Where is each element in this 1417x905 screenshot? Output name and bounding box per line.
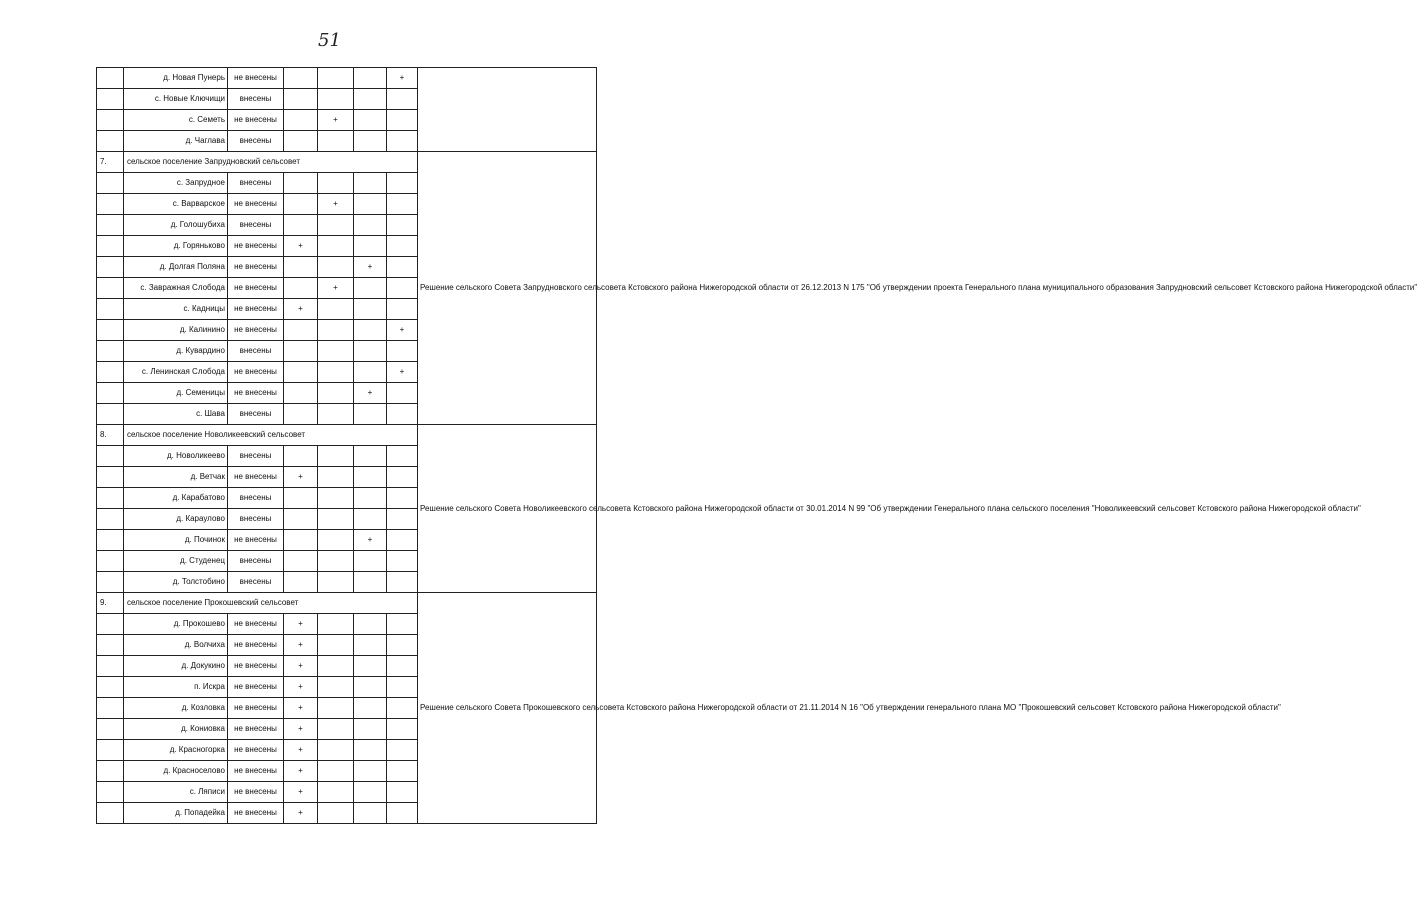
mark-cell: [354, 404, 387, 425]
row-number-cell: [97, 215, 124, 236]
row-number-cell: [97, 719, 124, 740]
mark-cell: [318, 803, 354, 824]
row-number-cell: [97, 698, 124, 719]
status-cell: внесены: [228, 215, 284, 236]
mark-cell: +: [284, 677, 318, 698]
mark-cell: [284, 446, 318, 467]
status-cell: внесены: [228, 404, 284, 425]
mark-cell: [284, 68, 318, 89]
mark-cell: [284, 215, 318, 236]
status-cell: не внесены: [228, 68, 284, 89]
settlement-name: д. Прокошево: [124, 614, 228, 635]
mark-cell: [387, 551, 418, 572]
status-cell: не внесены: [228, 110, 284, 131]
mark-cell: [354, 740, 387, 761]
section-header-row: [97, 593, 597, 614]
mark-cell: [354, 173, 387, 194]
settlement-name: с. Запрудное: [124, 173, 228, 194]
mark-cell: [318, 488, 354, 509]
mark-cell: +: [387, 320, 418, 341]
mark-cell: [354, 194, 387, 215]
mark-cell: [354, 488, 387, 509]
mark-cell: [387, 656, 418, 677]
status-cell: внесены: [228, 446, 284, 467]
mark-cell: [354, 131, 387, 152]
document-cell: Решение сельского Совета Новоликеевского сельсовета Кстовского района Нижегородской области от 30.01.2014 N 99 "Об утверждении Генерального плана сельского поселения "Новоликеевский сельсовет Кстовского района Нижегородской области": [418, 425, 597, 593]
mark-cell: [318, 446, 354, 467]
mark-cell: [318, 320, 354, 341]
mark-cell: [354, 719, 387, 740]
section-number: 9.: [97, 593, 124, 614]
mark-cell: [318, 467, 354, 488]
mark-cell: [387, 173, 418, 194]
mark-cell: +: [318, 194, 354, 215]
settlement-name: д. Ветчак: [124, 467, 228, 488]
mark-cell: [318, 131, 354, 152]
mark-cell: [387, 446, 418, 467]
mark-cell: [284, 173, 318, 194]
mark-cell: [387, 131, 418, 152]
mark-cell: [387, 677, 418, 698]
settlement-name: д. Карабатово: [124, 488, 228, 509]
settlement-name: д. Красноселово: [124, 761, 228, 782]
mark-cell: +: [318, 110, 354, 131]
settlement-name: п. Искра: [124, 677, 228, 698]
row-number-cell: [97, 173, 124, 194]
status-cell: не внесены: [228, 236, 284, 257]
mark-cell: [318, 173, 354, 194]
mark-cell: +: [387, 68, 418, 89]
mark-cell: [354, 110, 387, 131]
mark-cell: [354, 698, 387, 719]
mark-cell: [387, 236, 418, 257]
mark-cell: [387, 509, 418, 530]
mark-cell: [354, 215, 387, 236]
settlement-name: д. Караулово: [124, 509, 228, 530]
row-number-cell: [97, 341, 124, 362]
settlement-name: д. Голошубиха: [124, 215, 228, 236]
mark-cell: [387, 299, 418, 320]
mark-cell: [318, 299, 354, 320]
row-number-cell: [97, 446, 124, 467]
document-cell: [418, 68, 597, 152]
mark-cell: [318, 740, 354, 761]
mark-cell: [318, 677, 354, 698]
mark-cell: [387, 782, 418, 803]
table-body: [97, 68, 1417, 824]
status-cell: не внесены: [228, 761, 284, 782]
mark-cell: [387, 698, 418, 719]
mark-cell: [284, 551, 318, 572]
mark-cell: [354, 320, 387, 341]
mark-cell: [318, 68, 354, 89]
row-number-cell: [97, 572, 124, 593]
section-header-row: [97, 425, 597, 446]
mark-cell: [318, 257, 354, 278]
row-number-cell: [97, 131, 124, 152]
mark-cell: +: [284, 656, 318, 677]
row-number-cell: [97, 68, 124, 89]
mark-cell: [318, 719, 354, 740]
mark-cell: [387, 404, 418, 425]
mark-cell: +: [284, 299, 318, 320]
mark-cell: [318, 530, 354, 551]
mark-cell: [318, 782, 354, 803]
section-number: 8.: [97, 425, 124, 446]
mark-cell: [284, 530, 318, 551]
mark-cell: [284, 404, 318, 425]
mark-cell: [354, 236, 387, 257]
mark-cell: [318, 551, 354, 572]
row-number-cell: [97, 740, 124, 761]
settlement-name: д. Горяньково: [124, 236, 228, 257]
mark-cell: [387, 467, 418, 488]
row-number-cell: [97, 194, 124, 215]
mark-cell: [284, 383, 318, 404]
status-cell: не внесены: [228, 299, 284, 320]
mark-cell: +: [354, 257, 387, 278]
mark-cell: +: [284, 698, 318, 719]
mark-cell: [284, 488, 318, 509]
mark-cell: [354, 782, 387, 803]
settlement-name: д. Козловка: [124, 698, 228, 719]
status-cell: внесены: [228, 488, 284, 509]
status-cell: не внесены: [228, 740, 284, 761]
mark-cell: [387, 89, 418, 110]
row-number-cell: [97, 278, 124, 299]
status-cell: не внесены: [228, 698, 284, 719]
mark-cell: [284, 131, 318, 152]
mark-cell: [354, 761, 387, 782]
row-number-cell: [97, 257, 124, 278]
row-number-cell: [97, 467, 124, 488]
row-number-cell: [97, 614, 124, 635]
mark-cell: [354, 467, 387, 488]
mark-cell: [387, 215, 418, 236]
row-number-cell: [97, 383, 124, 404]
row-number-cell: [97, 761, 124, 782]
row-number-cell: [97, 803, 124, 824]
mark-cell: [318, 698, 354, 719]
mark-cell: +: [354, 530, 387, 551]
section-header-row: [97, 152, 597, 173]
mark-cell: [318, 404, 354, 425]
mark-cell: [354, 614, 387, 635]
mark-cell: [284, 362, 318, 383]
mark-cell: [387, 635, 418, 656]
mark-cell: [284, 341, 318, 362]
page-number: 51: [318, 30, 341, 51]
settlement-name: с. Шава: [124, 404, 228, 425]
mark-cell: [318, 572, 354, 593]
mark-cell: +: [284, 740, 318, 761]
mark-cell: [354, 572, 387, 593]
section-title: сельское поселение Запрудновский сельсовет: [124, 152, 418, 173]
mark-cell: [318, 362, 354, 383]
mark-cell: [354, 656, 387, 677]
mark-cell: [387, 341, 418, 362]
mark-cell: [354, 362, 387, 383]
mark-cell: [284, 278, 318, 299]
row-number-cell: [97, 677, 124, 698]
status-cell: не внесены: [228, 656, 284, 677]
settlement-name: д. Кониовка: [124, 719, 228, 740]
mark-cell: +: [387, 362, 418, 383]
mark-cell: +: [318, 278, 354, 299]
mark-cell: [318, 215, 354, 236]
settlement-name: д. Докукино: [124, 656, 228, 677]
mark-cell: [387, 110, 418, 131]
mark-cell: [284, 194, 318, 215]
mark-cell: +: [284, 614, 318, 635]
settlement-name: д. Чаглава: [124, 131, 228, 152]
mark-cell: [387, 803, 418, 824]
row-number-cell: [97, 530, 124, 551]
mark-cell: [284, 110, 318, 131]
mark-cell: +: [284, 467, 318, 488]
row-number-cell: [97, 299, 124, 320]
mark-cell: [354, 89, 387, 110]
mark-cell: [318, 236, 354, 257]
mark-cell: [284, 257, 318, 278]
status-cell: не внесены: [228, 803, 284, 824]
row-number-cell: [97, 782, 124, 803]
mark-cell: +: [284, 236, 318, 257]
mark-cell: [354, 509, 387, 530]
status-cell: внесены: [228, 341, 284, 362]
mark-cell: [387, 719, 418, 740]
status-cell: не внесены: [228, 383, 284, 404]
settlement-name: с. Варварское: [124, 194, 228, 215]
status-cell: не внесены: [228, 614, 284, 635]
status-cell: не внесены: [228, 278, 284, 299]
table-row: [97, 68, 597, 89]
mark-cell: [387, 761, 418, 782]
mark-cell: [318, 656, 354, 677]
mark-cell: [318, 761, 354, 782]
settlement-name: д. Попадейка: [124, 803, 228, 824]
row-number-cell: [97, 404, 124, 425]
mark-cell: [354, 551, 387, 572]
status-cell: внесены: [228, 173, 284, 194]
settlement-name: с. Семеть: [124, 110, 228, 131]
mark-cell: [284, 572, 318, 593]
status-cell: не внесены: [228, 257, 284, 278]
row-number-cell: [97, 551, 124, 572]
row-number-cell: [97, 509, 124, 530]
document-cell: Решение сельского Совета Запрудновского сельсовета Кстовского района Нижегородской области от 26.12.2013 N 175 "Об утверждении проекта Генерального плана муниципального образования Запрудновский сельсовет Кстовского района Нижегородской области": [418, 152, 597, 425]
mark-cell: [387, 194, 418, 215]
mark-cell: +: [284, 635, 318, 656]
row-number-cell: [97, 635, 124, 656]
mark-cell: [318, 635, 354, 656]
settlement-name: с. Ленинская Слобода: [124, 362, 228, 383]
mark-cell: [354, 677, 387, 698]
mark-cell: [354, 341, 387, 362]
section-number: 7.: [97, 152, 124, 173]
settlement-name: д. Калинино: [124, 320, 228, 341]
mark-cell: [318, 614, 354, 635]
mark-cell: [284, 89, 318, 110]
status-cell: не внесены: [228, 467, 284, 488]
mark-cell: +: [284, 803, 318, 824]
row-number-cell: [97, 362, 124, 383]
settlements-table: [96, 67, 1417, 824]
settlement-name: с. Кадницы: [124, 299, 228, 320]
settlement-name: д. Починок: [124, 530, 228, 551]
mark-cell: [284, 320, 318, 341]
row-number-cell: [97, 89, 124, 110]
mark-cell: [387, 740, 418, 761]
mark-cell: [354, 446, 387, 467]
row-number-cell: [97, 236, 124, 257]
mark-cell: [387, 278, 418, 299]
row-number-cell: [97, 656, 124, 677]
settlement-name: с. Новые Ключищи: [124, 89, 228, 110]
status-cell: внесены: [228, 572, 284, 593]
status-cell: внесены: [228, 89, 284, 110]
status-cell: не внесены: [228, 635, 284, 656]
settlement-name: д. Красногорка: [124, 740, 228, 761]
status-cell: внесены: [228, 509, 284, 530]
settlement-name: д. Волчиха: [124, 635, 228, 656]
settlement-name: д. Семеницы: [124, 383, 228, 404]
mark-cell: [387, 383, 418, 404]
settlement-name: д. Долгая Поляна: [124, 257, 228, 278]
mark-cell: [387, 572, 418, 593]
mark-cell: [318, 341, 354, 362]
mark-cell: [318, 383, 354, 404]
mark-cell: [318, 509, 354, 530]
status-cell: не внесены: [228, 782, 284, 803]
settlement-name: д. Новоликеево: [124, 446, 228, 467]
mark-cell: [354, 278, 387, 299]
mark-cell: [354, 635, 387, 656]
settlement-name: с. Ляписи: [124, 782, 228, 803]
section-title: сельское поселение Прокошевский сельсовет: [124, 593, 418, 614]
settlement-name: д. Новая Пунерь: [124, 68, 228, 89]
settlement-name: д. Толстобино: [124, 572, 228, 593]
settlement-name: д. Кувардино: [124, 341, 228, 362]
mark-cell: [387, 257, 418, 278]
status-cell: не внесены: [228, 677, 284, 698]
status-cell: не внесены: [228, 719, 284, 740]
settlement-name: д. Студенец: [124, 551, 228, 572]
mark-cell: [354, 68, 387, 89]
mark-cell: +: [354, 383, 387, 404]
status-cell: не внесены: [228, 320, 284, 341]
status-cell: внесены: [228, 551, 284, 572]
row-number-cell: [97, 320, 124, 341]
document-cell: Решение сельского Совета Прокошевского сельсовета Кстовского района Нижегородской области от 21.11.2014 N 16 "Об утверждении генерального плана МО "Прокошевский сельсовет Кстовского района Нижегородской области": [418, 593, 597, 824]
section-title: сельское поселение Новоликеевский сельсовет: [124, 425, 418, 446]
mark-cell: [354, 299, 387, 320]
row-number-cell: [97, 110, 124, 131]
status-cell: внесены: [228, 131, 284, 152]
status-cell: не внесены: [228, 530, 284, 551]
mark-cell: [284, 509, 318, 530]
settlement-name: с. Завражная Слобода: [124, 278, 228, 299]
row-number-cell: [97, 488, 124, 509]
status-cell: не внесены: [228, 194, 284, 215]
mark-cell: [387, 614, 418, 635]
status-cell: не внесены: [228, 362, 284, 383]
mark-cell: +: [284, 782, 318, 803]
mark-cell: [318, 89, 354, 110]
mark-cell: [387, 488, 418, 509]
mark-cell: [387, 530, 418, 551]
mark-cell: +: [284, 761, 318, 782]
mark-cell: +: [284, 719, 318, 740]
mark-cell: [354, 803, 387, 824]
